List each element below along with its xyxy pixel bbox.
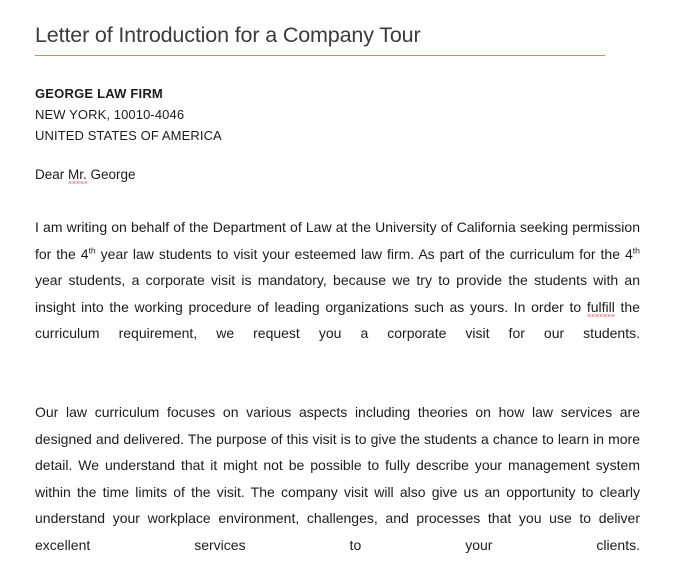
paragraph-1-segment-4: the curriculum requirement, we request you a corporate visit for our students. xyxy=(35,298,640,341)
paragraph-1-segment-3: year students, a corporate visit is mandatory, because we try to provide the students with an insight into the working procedure of leading organizations such as yours. In order to xyxy=(35,272,640,315)
paragraph-1-segment-1: I am writing on behalf of the Department of Law at the University of California seeking permission for the xyxy=(35,219,640,262)
salutation-greeting: Dear xyxy=(35,167,69,182)
salutation-line xyxy=(35,165,640,185)
page-title: Letter of Introduction for a Company Tour xyxy=(35,23,421,47)
paragraph-1-segment-2: year law students to visit your esteemed law firm. As part of the curriculum for the xyxy=(95,245,625,262)
salutation-name: George xyxy=(86,167,136,182)
sender-address-block xyxy=(35,83,640,146)
body-paragraph-2: Our law curriculum focuses on various aspects including theories on how law services are designed and delivered. The purpose of this visit is to give the students a chance to learn in more detail. We understand that it might not be possible to fully describe your management system within the time limits of the visit. The company visit will also give us an opportunity to clearly understand your workplace environment, challenges, and processes that you use to deliver excellent services to your clients. xyxy=(35,404,640,553)
body-paragraph-1 xyxy=(35,214,640,373)
address-line-country: UNITED STATES OF AMERICA xyxy=(35,128,222,143)
spellcheck-error-honorific: Mr. xyxy=(68,167,87,182)
ordinal-suffix-1: th xyxy=(88,244,96,255)
title-divider xyxy=(35,55,605,56)
address-line-firm: GEORGE LAW FIRM xyxy=(35,86,163,101)
spellcheck-error-fulfill: fulfill xyxy=(586,298,615,315)
ordinal-number-2: 4 xyxy=(624,245,633,262)
address-line-city-zip: NEW YORK, 10010-4046 xyxy=(35,107,185,122)
ordinal-number-1: 4 xyxy=(80,245,89,262)
ordinal-suffix-2: th xyxy=(632,244,640,255)
